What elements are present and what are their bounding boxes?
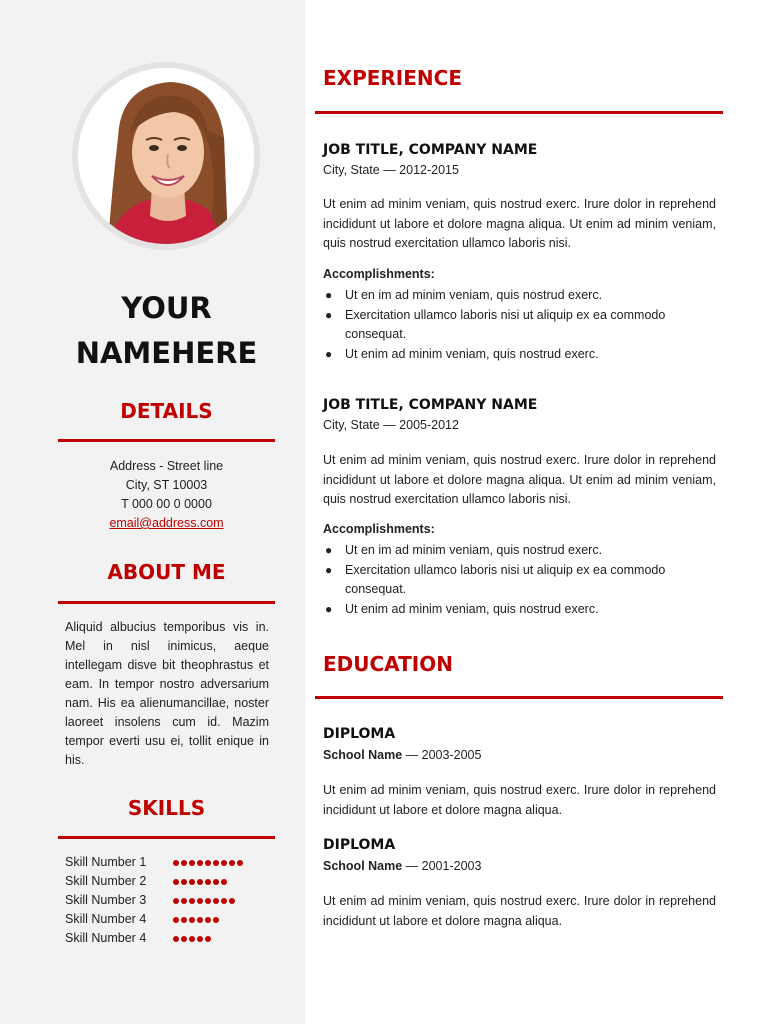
skill-dot-icon	[189, 936, 195, 942]
city-line: City, ST 10003	[125, 478, 208, 492]
education-description: Ut enim ad minim veniam, quis nostrud exerc. Irure dolor in reprehend incididunt ut labore et dolore magna aliqua.	[323, 894, 716, 928]
skill-row	[65, 929, 275, 948]
skill-level-dots	[173, 936, 211, 942]
skill-row	[65, 872, 275, 891]
skills-heading: SKILLS	[127, 796, 206, 820]
skill-dot-icon	[237, 860, 243, 866]
bullet-icon: ●	[325, 562, 333, 577]
skill-dot-icon	[181, 936, 187, 942]
bullet-icon: ●	[325, 346, 333, 361]
skill-dot-icon	[173, 898, 179, 904]
address-line: Address - Street line	[109, 459, 224, 473]
skill-dot-icon	[173, 879, 179, 885]
skill-dot-icon	[173, 936, 179, 942]
skill-dot-icon	[189, 879, 195, 885]
name-line-2: NAMEHERE	[75, 336, 258, 370]
list-item: ● Ut en im ad minim veniam, quis nostrud exerc.	[323, 541, 716, 561]
bullet-icon: ●	[325, 543, 333, 557]
name-line-1: YOUR	[121, 291, 212, 325]
education-heading: EDUCATION	[323, 652, 453, 676]
skill-dot-icon	[205, 860, 211, 866]
skill-dot-icon	[229, 898, 235, 904]
job-meta: City, State — 2012-2015	[323, 163, 459, 177]
skill-dot-icon	[197, 936, 203, 942]
degree-title: DIPLOMA	[323, 837, 396, 853]
about-heading: ABOUT ME	[107, 560, 226, 584]
skill-dot-icon	[189, 860, 195, 866]
about-text: Aliquid albucius temporibus vis in. Mel in nisl inimicus, aeque intellegam disve bit theophrastus et eam. In tempor nostro adversarium nam. His ea alienumancillae, noster laoreet insolens cum id. Mazim tempor everti usu ei, tollit enique in his.	[65, 620, 269, 767]
job-title: JOB TITLE, COMPANY NAME	[323, 397, 538, 413]
experience-divider	[315, 111, 723, 114]
list-item: ● Exercitation ullamco laboris nisi ut aliquip ex ea commodo consequat.	[325, 562, 666, 596]
accomplishments-list	[323, 541, 716, 619]
skill-name: Skill Number 1	[65, 855, 147, 869]
education-description: Ut enim ad minim veniam, quis nostrud exerc. Irure dolor in reprehend incididunt ut labore et dolore magna aliqua.	[323, 783, 716, 817]
bullet-icon: ●	[325, 307, 333, 322]
list-item: ● Exercitation ullamco laboris nisi ut aliquip ex ea commodo consequat.	[325, 307, 666, 341]
avatar-frame	[72, 62, 260, 250]
details-heading: DETAILS	[120, 399, 213, 423]
skill-dot-icon	[189, 898, 195, 904]
avatar	[78, 68, 254, 244]
about-divider	[58, 601, 275, 604]
skill-dot-icon	[197, 917, 203, 923]
skill-dot-icon	[221, 879, 227, 885]
skill-dot-icon	[173, 917, 179, 923]
list-item: ● Ut enim ad minim veniam, quis nostrud exerc.	[323, 345, 716, 365]
experience-heading: EXPERIENCE	[323, 66, 462, 90]
education-divider	[315, 696, 723, 699]
portrait-photo	[78, 68, 254, 244]
main-column	[305, 0, 768, 1024]
skill-dot-icon	[181, 898, 187, 904]
email-link[interactable]: email@address.com	[109, 516, 224, 530]
skill-row	[65, 891, 275, 910]
list-item: ● Ut en im ad minim veniam, quis nostrud exerc.	[323, 286, 716, 306]
skill-dot-icon	[205, 936, 211, 942]
school-meta	[323, 859, 481, 873]
job-description: Ut enim ad minim veniam, quis nostrud exerc. Irure dolor in reprehend incididunt ut labore et dolore magna aliqua. Ut enim ad minim veniam, quis nostrud exercitation ullamco laboris nisi.	[323, 453, 716, 506]
skill-dot-icon	[229, 860, 235, 866]
school-years: — 2001-2003	[405, 859, 482, 873]
school-name: School Name	[323, 748, 403, 762]
skill-name: Skill Number 2	[65, 874, 147, 888]
list-item: ● Ut enim ad minim veniam, quis nostrud exerc.	[323, 600, 716, 620]
accomplishments-list	[323, 286, 716, 364]
skill-name: Skill Number 4	[65, 931, 147, 945]
skill-dot-icon	[189, 917, 195, 923]
details-block	[58, 457, 275, 533]
details-divider	[58, 439, 275, 442]
skills-list	[65, 853, 275, 948]
school-meta	[323, 748, 481, 762]
skill-row	[65, 853, 275, 872]
skill-dot-icon	[213, 898, 219, 904]
phone-line: T 000 00 0 0000	[121, 497, 212, 511]
sidebar	[0, 0, 305, 1024]
skill-dot-icon	[213, 860, 219, 866]
skill-dot-icon	[173, 860, 179, 866]
skill-dot-icon	[197, 860, 203, 866]
skill-dot-icon	[205, 898, 211, 904]
skill-dot-icon	[181, 917, 187, 923]
skill-dot-icon	[181, 879, 187, 885]
skill-dot-icon	[197, 898, 203, 904]
skill-level-dots	[173, 860, 243, 866]
accomplishments-label: Accomplishments:	[323, 522, 435, 536]
school-name: School Name	[323, 859, 403, 873]
skill-name: Skill Number 4	[65, 912, 147, 926]
school-years: — 2003-2005	[405, 748, 482, 762]
skill-dot-icon	[197, 879, 203, 885]
skill-dot-icon	[213, 879, 219, 885]
skill-level-dots	[173, 898, 235, 904]
bullet-icon: ●	[325, 601, 333, 616]
job-meta: City, State — 2005-2012	[323, 418, 459, 432]
skill-name: Skill Number 3	[65, 893, 147, 907]
job-description: Ut enim ad minim veniam, quis nostrud exerc. Irure dolor in reprehend incididunt ut labore et dolore magna aliqua. Ut enim ad minim veniam, quis nostrud exercitation ullamco laboris nisi.	[323, 197, 716, 250]
skills-divider	[58, 836, 275, 839]
skill-dot-icon	[221, 898, 227, 904]
skill-dot-icon	[181, 860, 187, 866]
skill-row	[65, 910, 275, 929]
skill-level-dots	[173, 917, 219, 923]
job-title: JOB TITLE, COMPANY NAME	[323, 142, 538, 158]
bullet-icon: ●	[325, 288, 333, 302]
skill-dot-icon	[213, 917, 219, 923]
skill-dot-icon	[205, 879, 211, 885]
skill-dot-icon	[205, 917, 211, 923]
skill-dot-icon	[221, 860, 227, 866]
degree-title: DIPLOMA	[323, 726, 396, 742]
accomplishments-label: Accomplishments:	[323, 267, 435, 281]
skill-level-dots	[173, 879, 227, 885]
